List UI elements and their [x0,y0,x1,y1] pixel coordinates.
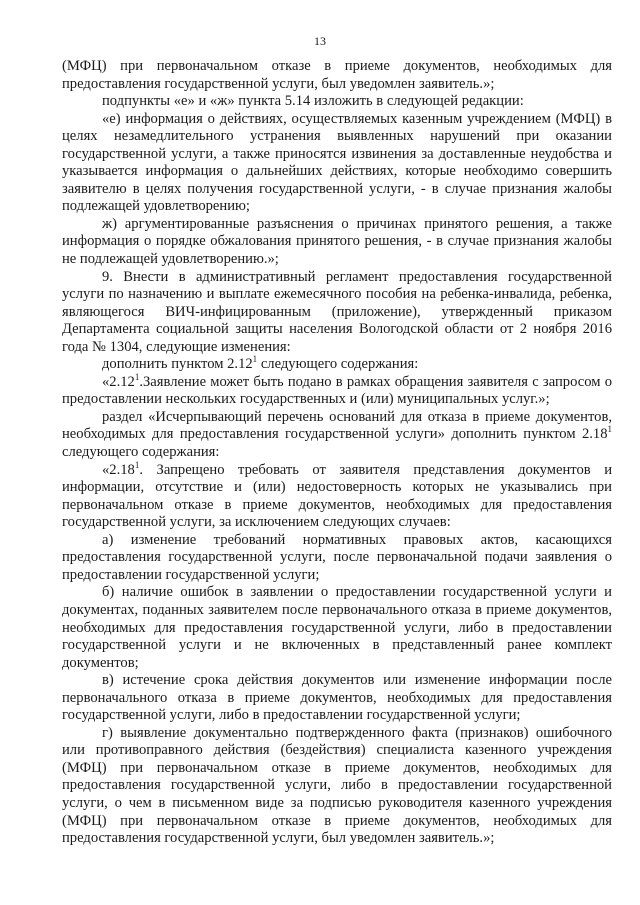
paragraph-2: подпункты «е» и «ж» пункта 5.14 изложить в следующей редакции: [102,93,524,110]
paragraph-8 [62,409,612,462]
paragraph-6 [62,356,612,374]
paragraph-3: «е) информация о действиях, осуществляемых казенным учреждением (МФЦ) в целях незамедлительного устранения выявленных нарушений при оказании государственной услуги, а также приносятся извинения за доставленные неудобства и указывается информация о дальнейших действиях, которые необходимо совершить заявителю в целях получения государственной услуги, - в случае признания жалобы подлежащей удовлетворению; [62,110,612,215]
paragraph-9 [62,459,612,532]
page-number: 13 [314,34,326,48]
document-body [62,58,612,848]
paragraph-5: 9. Внести в административный регламент предоставления государственной услуги по назначению и выплате ежемесячного пособия на ребенка-инвалида, ребенка, являющегося ВИЧ-инфицированным (приложение), утвержденный приказом Департамента социальной защиты населения Вологодской области от 2 ноября 2016 года № 1304, следующие изменения: [62,268,612,355]
paragraph-1: (МФЦ) при первоначальном отказе в приеме документов, необходимых для предоставления государственной услуги, был уведомлен заявитель.»; [62,58,612,92]
paragraph-13: г) выявление документально подтвержденного факта (признаков) ошибочного или противоправного действия (бездействия) специалиста казенного учреждения (МФЦ) при первоначальном отказе в приеме документов, необходимых для предоставления государственной услуги, либо в предоставлении государственной услуги, о чем в письменном виде за подписью руководителя казенного учреждения (МФЦ) при первоначальном отказе в приеме документов, необходимых для предоставления государственной услуги, был уведомлен заявитель.»; [62,724,612,847]
paragraph-8-text-a: раздел «Исчерпывающий перечень оснований для отказа в приеме документов, необходимых для предоставления государственной услуги» дополнить пунктом 2.18 [62,408,612,443]
paragraph-6-text-b: следующего содержания: [257,356,419,373]
paragraph-9-text-b: . Запрещено требовать от заявителя представления документов и информации, отсутствие и (или) недостоверность которых не указывались при первоначальном отказе в приеме документов, необходимых для предоставления государственной услуги, за исключением следующих случаев: [62,461,612,531]
paragraph-4: ж) аргументированные разъяснения о причинах принятого решения, а также информация о порядке обжалования принятого решения, - в случае признания жалобы не подлежащей удовлетворению.»; [62,215,612,268]
paragraph-12: в) истечение срока действия документов или изменение информации после первоначального отказа в приеме документов, необходимых для предоставления государственной услуги, либо в предоставлении государственной услуги; [62,672,612,724]
superscript: 1 [134,371,140,382]
paragraph-7-text-b: .Заявление может быть подано в рамках обращения заявителя с запросом о предоставлении нескольких государственных и (или) муниципальных услуг.»; [62,373,612,408]
superscript: 1 [607,424,612,435]
paragraph-7 [62,371,612,409]
superscript: 1 [252,354,258,365]
paragraph-8-text-b: следующего содержания: [62,444,220,461]
paragraph-9-text-a: «2.18 [102,461,135,478]
paragraph-11: б) наличие ошибок в заявлении о предоставлении государственной услуги и документах, поданных заявителем после первоначального отказа в приеме документов, необходимых для предоставления государственной услуги, либо в предоставлении государственной услуги и не включенных в представленный ранее комплект документов; [62,584,612,671]
superscript: 1 [134,459,140,470]
paragraph-10: а) изменение требований нормативных правовых актов, касающихся предоставления государственной услуги, после первоначальной подачи заявления о предоставлении государственной услуги; [62,531,612,583]
paragraph-6-text-a: дополнить пунктом 2.12 [102,356,253,373]
paragraph-7-text-a: «2.12 [102,373,135,390]
